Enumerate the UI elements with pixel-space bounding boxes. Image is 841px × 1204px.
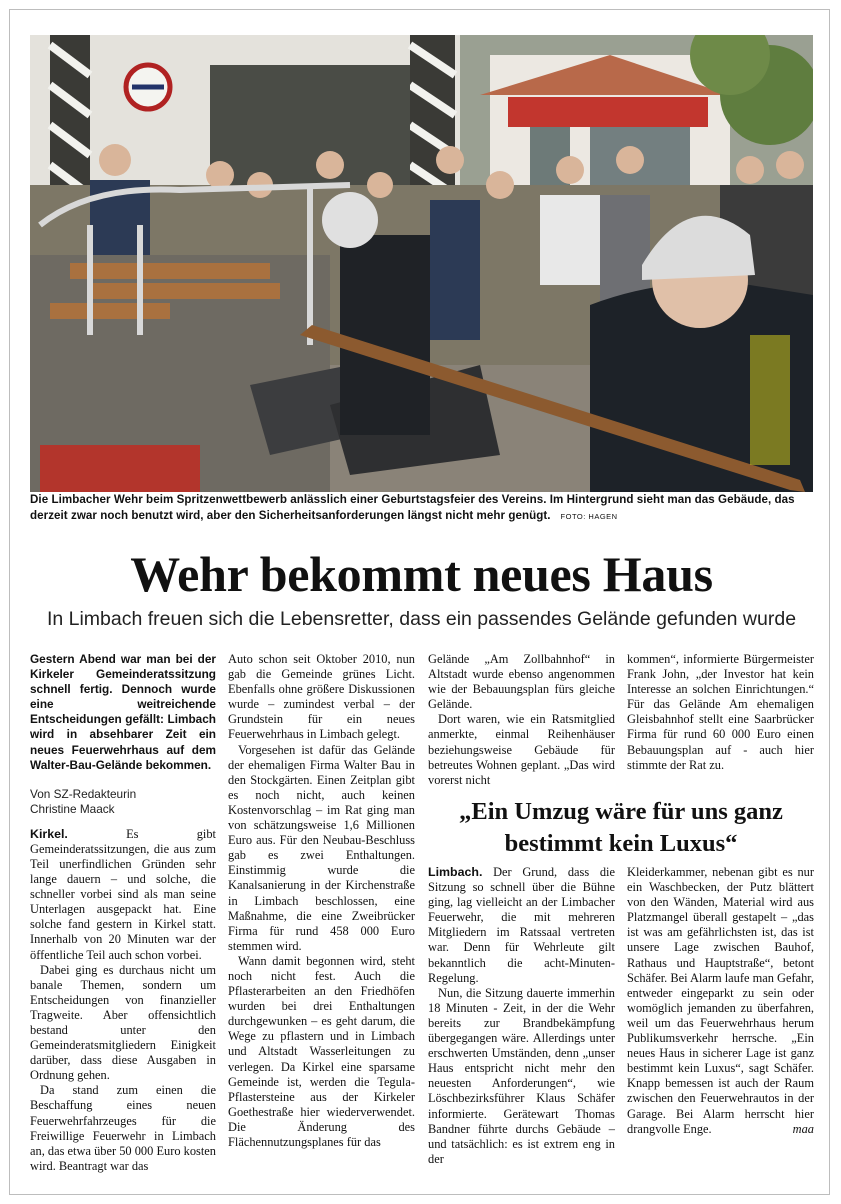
paragraph-text: Kleiderkammer, nebenan gibt es nur ein Waschbecken, der Putz blättert von den Wänden, Material wird aus Platzmangel überall gestapelt – „das ist was am gefährlichsten ist, das ist unsere Lage zwischen Bauhof, Rathaus und Hauptstraße“, betont Schäfer. Bei Alarm laufe man Gefahr, entweder eingeparkt zu sein oder womöglich jemanden zu überfahren, weil um das Feuerwehrhaus herum Publikumsverkehr herrsche. „Ein neues Haus in sicherer Lage ist ganz bestimmt kein Luxus“, sagt Schäfer. Knapp bemessen ist auch der Raum zwischen den Feuerwehrautos in der Garage. Bei Alarm herrscht hier drangvolle Enge.: [627, 865, 815, 1136]
byline-role: Von SZ-Redakteurin: [30, 786, 137, 801]
photo-fire-drill-icon: [30, 35, 813, 492]
photo-caption: [30, 492, 813, 525]
dateline: Limbach.: [428, 865, 483, 879]
paragraph: Auto schon seit Oktober 2010, nun gab die Gemeinde grünes Licht. Ebenfalls ohne größere Diskussionen wurde – zumindest verbal – der Grundstein für ein neues Feuerwehrhaus in Limbach gelegt.: [228, 652, 415, 742]
byline: [30, 787, 216, 817]
paragraph: Da stand zum einen die Beschaffung eines neuen Feuerwehrfahrzeuges für die Freiwillige Feuerwehr in Limbach an, das etwa über 50 000 Euro kosten wird. Beantragt war das: [30, 1083, 216, 1173]
paragraph: Vorgesehen ist dafür das Gelände der ehemaligen Firma Walter Bau in den Stockgärten. Einen Zeitplan gibt es noch nicht, auch keinen Kostenvorschlag – im Rat ging man von schätzungsweise 1,6 Millionen Euro aus. Für den Neubau-Beschluss gab es zwei Enthaltungen. Einstimmig wurde die Kanalsanierung in der Kirchenstraße in Limbach beschlossen, eine Maßnahme, die eine Zweibrücker Firma für rund 458 000 Euro stemmen wird.: [228, 742, 415, 953]
paragraph: Gelände „Am Zollbahnhof“ in Altstadt wurde ebenso angenommen wie der Bebauungsplan fürs gleiche Gelände.: [428, 652, 615, 712]
paragraph: [428, 865, 615, 986]
paragraph: Dort waren, wie ein Ratsmitglied anmerkte, einmal Reihenhäuser beziehungsweise Gebäude für betreutes Wohnen geplant. „Das wird vorerst nicht: [428, 712, 615, 787]
article-photo: [30, 35, 813, 492]
paragraph-text: Es gibt Gemeinderatssitzungen, die aus zum Teil unerfindlichen Gründen sehr lange dauern – und solche, die schneller vorbei sind als man seine Unterlagen ausgepackt hat. Eine solche fand gestern in Kirkel statt. Innerhalb von 20 Minuten war der öffentliche Teil auch schon vorbei.: [30, 826, 216, 962]
paragraph: Dabei ging es durchaus nicht um banale Themen, sondern um Entscheidungen von finanzieller Tragweite. Aber offensichtlich bestand unter den Gemeinderatsmitgliedern Einigkeit darüber, dass diese Ausgaben in Ordnung gehen.: [30, 962, 216, 1083]
headline: Wehr bekommt neues Haus: [130, 546, 713, 602]
subheadline: In Limbach freuen sich die Lebensretter, dass ein passendes Gelände gefunden wurde: [46, 608, 797, 630]
column-3: [428, 652, 615, 788]
column-4-lower: [627, 865, 814, 1137]
paragraph: kommen“, informierte Bürgermeister Frank John, „der Investor hat kein Interesse an solchen Einrichtungen.“ Für das Gelände Am ehemaligen Gleisbahnhof stellt eine Saarbrücker Firma für rund 60 000 Euro einen Bebauungsplan auf - auch hier stimmte der Rat zu.: [627, 652, 814, 772]
photo-credit: FOTO: HAGEN: [560, 512, 618, 521]
byline-author: Christine Maack: [30, 801, 115, 816]
caption-text: Die Limbacher Wehr beim Spritzenwettbewerb anlässlich einer Geburtstagsfeier des Vereins. Im Hintergrund sieht man das Gebäude, das derzeit zwar noch benutzt wird, aber den Sicherheitsanforderungen längst nicht mehr genügt.: [30, 493, 795, 522]
pull-quote: „Ein Umzug wäre für uns ganz bestimmt kein Luxus“: [459, 798, 783, 857]
author-initials: maa: [792, 1121, 814, 1136]
paragraph: [627, 865, 814, 1137]
column-3-lower: [428, 865, 615, 1167]
column-1: [30, 652, 216, 1174]
paragraph: Nun, die Sitzung dauerte immerhin 18 Minuten - Zeit, in der die Wehr bereits zur Brandbekämpfung übergegangen wäre. Allerdings unter erschwerten Umständen, denn „unser Haus entspricht nicht mehr den neuesten Anforderungen“, wie Löschbezirksführer Klaus Schäfer informierte. Gerätewart Thomas Bandner führte durchs Gebäude – und tatsächlich: es ist extrem eng in der: [428, 985, 615, 1166]
paragraph-text: Der Grund, dass die Sitzung so schnell über die Bühne ging, lag vielleicht an der Limbacher Feuerwehr, die mit mehreren Mitgliedern im Ratssaal vertreten war. Denn für Wehrleute gilt bekanntlich die acht-Minuten-Regelung.: [428, 865, 615, 985]
paragraph: Wann damit begonnen wird, steht noch nicht fest. Auch die Pflasterarbeiten an den Friedhöfen wurden bei drei Enthaltungen durchgewunken – es geht darum, die Wege zu pflastern und in Limbach und Altstadt Wasserleitungen zu verlegen. Da Kirkel eine sparsame Gemeinde ist, werden die Tegula-Pflastersteine aus der Kirkeler Goethestraße hier wiederverwendet. Die Änderung des Flächennutzungsplanes für das: [228, 953, 415, 1149]
dateline: Kirkel.: [30, 826, 68, 841]
column-4: [627, 652, 814, 773]
paragraph: [30, 827, 216, 963]
column-2: [228, 652, 415, 1150]
lead-paragraph: Gestern Abend war man bei der Kirkeler Gemeinderatssitzung schnell fertig. Dennoch wurde eine weitreichende Entscheidungen gefällt: Limbach wird in absehbarer Zeit ein neues Feuerwehrhaus auf dem Walter-Bau-Gelände bekommen.: [30, 652, 216, 772]
